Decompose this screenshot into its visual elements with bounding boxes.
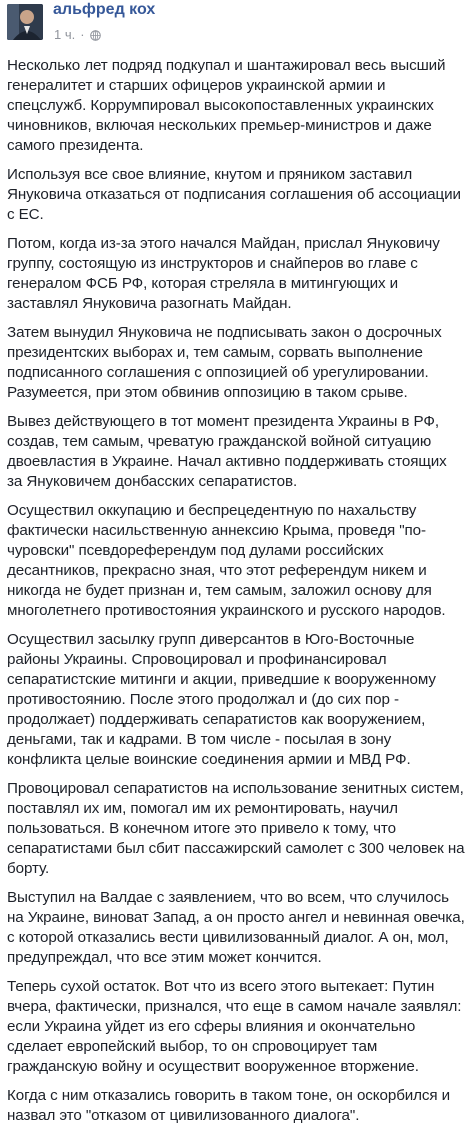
post-paragraph: Используя все свое влияние, кнутом и пряником заставил Януковича отказаться от подписания соглашения об ассоциации с ЕС. xyxy=(7,166,461,223)
avatar[interactable] xyxy=(7,4,43,40)
post-paragraph: Осуществил оккупацию и беспрецедентную по нахальству фактически насильственную аннексию Крыма, проведя "по-чуровски" псевдореферендум под дулами российских десантников, прекрасно зная, что этот референдум никем и никогда не будет признан и, тем самым, заложил основу для многолетнего противостояния украинского и русского народов. xyxy=(7,502,446,619)
post-paragraph: Затем вынудил Януковича не подписывать закон о досрочных президентских выборах и, тем самым, сорвать выполнение подписанного соглашения с оппозицией об урегулировании. Разумеется, при этом обвинив оппозицию в таком срыве. xyxy=(7,324,442,401)
post-paragraph: Когда с ним отказались говорить в таком тоне, он оскорбился и назвал это "отказом от цивилизованного диалога". xyxy=(7,1087,451,1124)
globe-icon[interactable] xyxy=(90,29,101,40)
post-paragraph: Провоцировал сепаратистов на использование зенитных систем, поставлял их им, помогал им их ремонтировать, научил пользоваться. В конечном итоге это привело к тому, что сепаратистами был сбит пассажирский самолет с 300 человек на борту. xyxy=(7,780,465,877)
meta-separator: · xyxy=(80,27,85,42)
post-paragraph: Вывез действующего в тот момент президента Украины в РФ, создав, тем самым, чреватую гражданской войной ситуацию двоевластия в Украине. Начал активно поддерживать стоящих за Януковичем донбасских сепаратистов. xyxy=(7,413,447,490)
post-paragraph: Потом, когда из-за этого начался Майдан, прислал Януковичу группу, состоящую из инструкторов и снайперов во главе с генералом ФСБ РФ, которая стреляла в митингующих и заставлял Януковича разогнать Майдан. xyxy=(7,235,440,312)
post-paragraph: Несколько лет подряд подкупал и шантажировал весь высший генералитет и старших офицеров украинской армии и спецслужб. Коррумпировал высокопоставленных украинских чиновников, включая нескольких премьер-министров и даже самого президента. xyxy=(7,57,446,154)
post-paragraph: Выступил на Валдае с заявлением, что во всем, что случилось на Украине, виноват Запад, а он просто ангел и невинная овечка, с которой отказались вести цивилизованный диалог. А он, мол, предупреждал, что все этим может кончится. xyxy=(7,889,465,966)
post-body xyxy=(7,56,465,1126)
post-header xyxy=(7,0,465,52)
post-paragraph: Осуществил засылку групп диверсантов в Юго-Восточные районы Украины. Спровоцировал и профинансировал сепаратистские митинги и акции, приведшие к вооруженному противостоянию. После этого продолжал и (до сих пор - продолжает) поддерживать сепаратистов как вооружением, деньгами, так и кадрами. В том числе - посылая в зону конфликта целые воинские соединения армии и МВД РФ. xyxy=(7,631,436,768)
post-paragraph: Теперь сухой остаток. Вот что из всего этого вытекает: Путин вчера, фактически, признался, что еще в самом начале заявлял: если Украина уйдет из его сферы влияния и окончательно сделает европейский выбор, то он спровоцирует там гражданскую войну и осуществит вооруженное вторжение. xyxy=(7,978,462,1075)
timestamp-link[interactable]: 1 ч. xyxy=(54,27,76,42)
profile-photo xyxy=(7,4,43,40)
author-name-link[interactable]: альфред кох xyxy=(53,1,156,18)
post-meta xyxy=(54,27,101,42)
